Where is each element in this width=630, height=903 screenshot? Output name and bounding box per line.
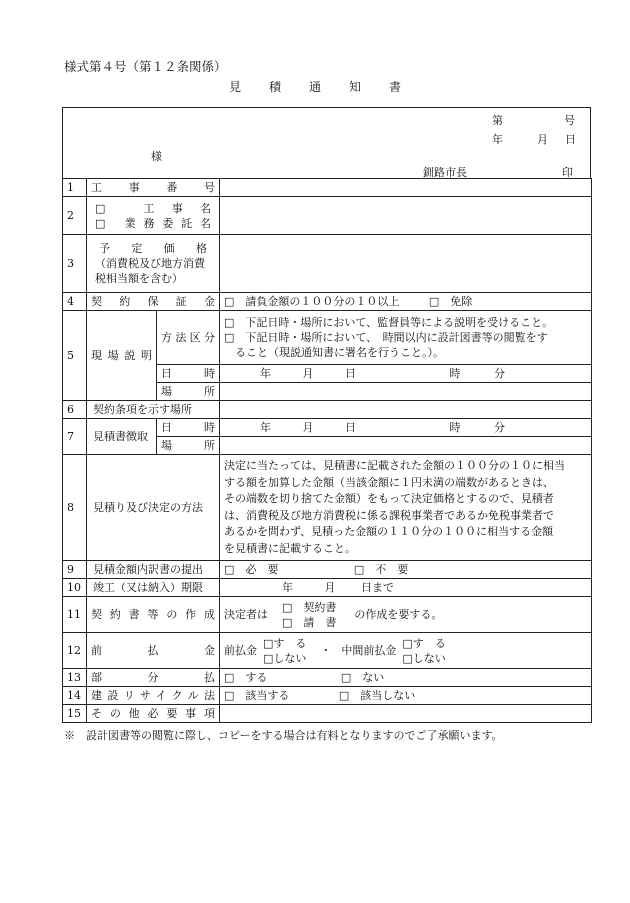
row-label: 見積書徴取	[87, 419, 157, 455]
row-number: 5	[63, 311, 87, 401]
number-prefix: 第	[492, 114, 503, 127]
row-label: 工事番号	[87, 179, 220, 197]
other-matters-field[interactable]	[220, 705, 592, 723]
row-label: 現場説明	[87, 311, 157, 401]
method-line: 決定に当たっては、見積書に記載された金額の１００分の１０に相当	[224, 459, 565, 472]
datetime-label: 日時	[157, 365, 220, 383]
agreement-checkbox[interactable]: □ 請 書	[282, 615, 337, 629]
date-year: 年	[492, 133, 503, 146]
row-number: 8	[63, 455, 87, 561]
advance-yes-checkbox[interactable]: □す る	[263, 636, 307, 650]
intermediate-advance-label: 中間前払金	[341, 644, 397, 657]
advance-no-checkbox[interactable]: □しない	[263, 651, 307, 665]
row-partial-payment	[63, 669, 592, 687]
collection-place-field[interactable]	[220, 437, 592, 455]
year-unit: 年	[260, 421, 271, 434]
row-number: 15	[63, 705, 87, 723]
planned-price-label: 予定価格	[99, 242, 207, 255]
minute-unit: 分	[494, 367, 505, 380]
collection-datetime-field[interactable]	[220, 419, 592, 437]
row-number: 2	[63, 197, 87, 235]
breakdown-options	[220, 561, 592, 579]
tax-note-line2: 税相当額を含む）	[95, 272, 183, 285]
row-contract-terms-place	[63, 401, 592, 419]
row-label: 契約書等の作成	[87, 597, 220, 633]
row-work-number	[63, 179, 592, 197]
row-label: その他必要事項	[87, 705, 220, 723]
briefing-option-checkbox[interactable]: □ 下記日時・場所において、監督員等による説明を受けること。	[224, 316, 554, 329]
row-label-options	[87, 197, 220, 235]
viewing-option-checkbox[interactable]: □ 下記日時・場所において、 時間以内に設計図書等の閲覧をす	[224, 331, 548, 344]
required-creation-text: の作成を要する。	[354, 608, 443, 621]
contract-document-options	[220, 597, 592, 633]
number-suffix: 号	[564, 114, 575, 127]
method-options	[220, 311, 592, 365]
row-other-matters	[63, 705, 592, 723]
decision-method-text	[220, 455, 592, 561]
place-label: 場所	[157, 383, 220, 401]
row-site-briefing-method	[63, 311, 592, 365]
work-name-option[interactable]: □ 工事名	[95, 201, 211, 215]
method-line: は、消費税及び地方消費税に係る課税事業者であるか免税事業者で	[224, 508, 554, 522]
day-until-unit: 日まで	[361, 581, 394, 594]
intermediate-no-checkbox[interactable]: □しない	[402, 651, 446, 665]
row-number: 4	[63, 293, 87, 311]
seal-mark: 印	[562, 166, 573, 179]
document-type-options	[282, 600, 336, 630]
guarantee-options	[220, 293, 592, 311]
year-unit: 年	[282, 581, 293, 594]
hour-unit: 時	[449, 367, 461, 380]
guarantee-exempt-checkbox[interactable]: □ 免除	[428, 295, 473, 308]
row-number: 1	[63, 179, 87, 197]
row-number: 11	[63, 597, 87, 633]
planned-price-field[interactable]	[220, 235, 592, 293]
row-label: 見積金額内訳書の提出	[87, 561, 220, 579]
viewing-option-cont: ること（現説通知書に署名を行うこと。）。	[235, 346, 444, 359]
addressee-header-box	[62, 107, 591, 179]
method-line: あるかを問わず、見積った金額の１１０分の１００に相当する金額	[224, 525, 554, 538]
advance-label: 前払金	[224, 644, 257, 657]
partial-no-checkbox[interactable]: □ ない	[340, 671, 385, 684]
day-unit: 日	[345, 367, 356, 380]
intermediate-options	[402, 636, 445, 666]
work-name-field[interactable]	[220, 197, 592, 235]
method-line: その端数を切り捨てた金額）をもって決定価格とするので、見積者	[224, 492, 554, 505]
separator-dot: ・	[320, 644, 332, 657]
row-contract-documents	[63, 597, 592, 633]
row-label: 部分払	[87, 669, 220, 687]
partial-payment-options	[220, 669, 592, 687]
row-label: 建設リサイクル法	[87, 687, 220, 705]
contract-checkbox[interactable]: □ 契約書	[282, 600, 337, 614]
row-number: 3	[63, 235, 87, 293]
notice-table	[62, 178, 592, 723]
month-unit: 月	[302, 367, 314, 380]
row-number: 9	[63, 561, 87, 579]
month-unit: 月	[324, 581, 336, 594]
guarantee-ten-percent-checkbox[interactable]: □ 請負金額の１００分の１０以上	[224, 295, 400, 308]
date-day: 日	[565, 133, 576, 146]
tax-note-line1: （消費税及び地方消費	[95, 257, 205, 270]
document-title: 見積通知書	[228, 80, 429, 94]
footnote: ※ 設計図書等の閲覧に際し、コピーをする場合は有料となりますのでご了承願います。	[64, 729, 503, 742]
day-unit: 日	[345, 421, 356, 434]
row-work-name	[63, 197, 592, 235]
datetime-label: 日時	[157, 419, 220, 437]
row-label: 契約条項を示す場所	[87, 401, 220, 419]
place-label: 場所	[157, 437, 220, 455]
row-number: 13	[63, 669, 87, 687]
intermediate-yes-checkbox[interactable]: □す る	[402, 636, 446, 650]
row-construction-recycling	[63, 687, 592, 705]
method-label: 方法区分	[157, 311, 220, 365]
advance-options	[263, 636, 306, 666]
row-label: 見積り及び決定の方法	[87, 455, 220, 561]
briefing-datetime-field[interactable]	[220, 365, 592, 383]
addressee-honorific: 様	[151, 150, 162, 163]
not-required-checkbox[interactable]: □ 不 要	[353, 563, 409, 576]
work-number-field[interactable]	[220, 179, 592, 197]
row-contract-guarantee	[63, 293, 592, 311]
applicable-checkbox[interactable]: □ 該当する	[224, 689, 290, 702]
row-decision-method	[63, 455, 592, 561]
row-label: 契約保証金	[87, 293, 220, 311]
required-checkbox[interactable]: □ 必 要	[224, 563, 279, 576]
year-unit: 年	[260, 367, 271, 380]
row-number: 14	[63, 687, 87, 705]
hour-unit: 時	[449, 421, 461, 434]
row-number: 6	[63, 401, 87, 419]
row-completion-deadline	[63, 579, 592, 597]
not-applicable-checkbox[interactable]: □ 該当しない	[338, 689, 416, 702]
row-breakdown-submission	[63, 561, 592, 579]
row-number: 7	[63, 419, 87, 455]
partial-yes-checkbox[interactable]: □ する	[224, 671, 268, 684]
issuer-name: 釧路市長	[423, 166, 467, 179]
contract-terms-place-field[interactable]	[220, 401, 592, 419]
month-unit: 月	[302, 421, 314, 434]
row-number: 12	[63, 633, 87, 669]
minute-unit: 分	[494, 421, 505, 434]
row-planned-price	[63, 235, 592, 293]
row-advance-payment	[63, 633, 592, 669]
date-month: 月	[537, 133, 548, 146]
method-line: する額を加算した金額（当該金額に１円未満の端数があるときは、	[224, 475, 554, 489]
row-number: 10	[63, 579, 87, 597]
advance-payment-options	[220, 633, 592, 669]
form-number: 様式第４号（第１２条関係）	[64, 59, 227, 74]
completion-deadline-field[interactable]	[220, 579, 592, 597]
method-line: を見積書に記載すること。	[224, 541, 356, 555]
row-quotation-collection-datetime	[63, 419, 592, 437]
row-label: 竣工（又は納入）期限	[87, 579, 220, 597]
recycling-options	[220, 687, 592, 705]
decided-party-text: 決定者は	[224, 608, 268, 621]
row-label: 前払金	[87, 633, 220, 669]
briefing-place-field[interactable]	[220, 383, 592, 401]
row-label	[87, 235, 220, 293]
consignment-name-option[interactable]: □ 業務委託名	[95, 216, 211, 230]
